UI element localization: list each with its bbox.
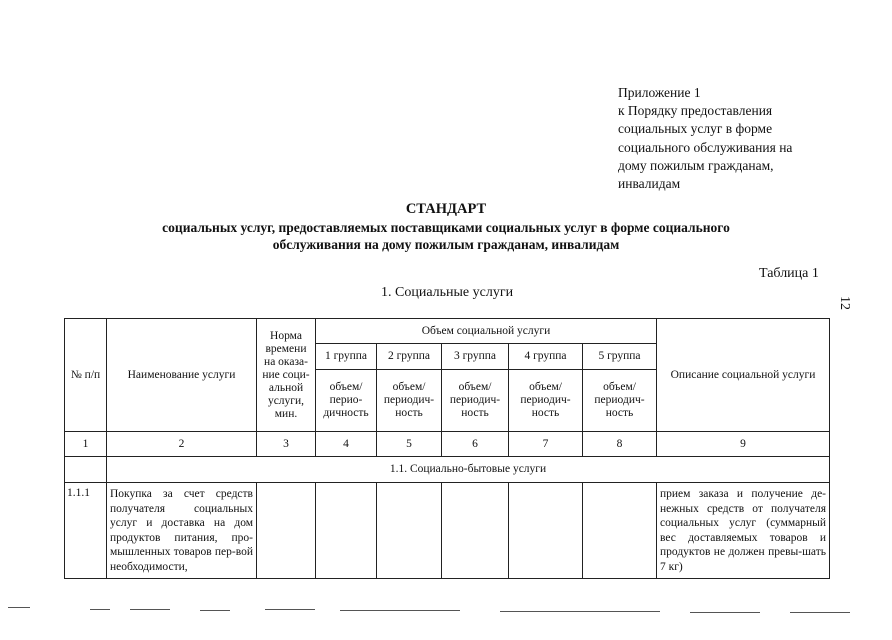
header-volume-periodicity: объем/ периодич-ность: [442, 370, 509, 432]
appendix-line: социальных услуг в форме: [618, 121, 773, 137]
header-volume-periodicity: объем/ периодич-ность: [583, 370, 657, 432]
row-volume-group-3: [442, 483, 509, 579]
header-group: 1 группа: [316, 344, 377, 370]
row-volume-group-5: [583, 483, 657, 579]
column-number: 8: [583, 432, 657, 457]
header-group: 5 группа: [583, 344, 657, 370]
row-time-norm: [257, 483, 316, 579]
header-group: 3 группа: [442, 344, 509, 370]
header-row-1: [65, 319, 830, 344]
page-number: 12: [837, 296, 852, 310]
header-volume-periodicity: объем/ периодич-ность: [509, 370, 583, 432]
column-number: 9: [657, 432, 830, 457]
appendix-line: инвалидам: [618, 176, 681, 192]
column-number: 6: [442, 432, 509, 457]
row-volume-group-1: [316, 483, 377, 579]
header-time-norm: Норма времени на оказа-ние соци-альной услуги, мин.: [257, 319, 316, 432]
appendix-line: Приложение 1: [618, 85, 701, 100]
column-number: 1: [65, 432, 107, 457]
appendix-line: социального обслуживания на: [618, 139, 793, 155]
subsection-empty-cell: [65, 457, 107, 483]
appendix-line: к Порядку предоставления: [618, 103, 773, 119]
document-subtitle-line-1: социальных услуг, предоставляемых поставщиками социальных услуг в форме социального: [162, 220, 730, 235]
column-number: 4: [316, 432, 377, 457]
subsection-title: 1.1. Социально-бытовые услуги: [107, 457, 830, 483]
appendix-line: дому пожилым гражданам,: [618, 157, 774, 173]
row-service-name: Покупка за счет средств получателя социальных услуг и доставка на дом продуктов питания, про-мышленных товаров пер-вой необходимости,: [107, 483, 257, 579]
subsection-row: [65, 457, 830, 483]
section-heading: 1. Социальные услуги: [381, 285, 514, 300]
header-volume-periodicity: объем/ периодич-ность: [377, 370, 442, 432]
row-description: прием заказа и получение де-нежных средств от получателя социальных услуг (суммарный вес доставляемых товаров и продуктов не должен превы-шать 7 кг): [657, 483, 830, 579]
column-number-row: [65, 432, 830, 457]
services-standard-table: [64, 318, 830, 579]
appendix-block: [618, 84, 848, 193]
table-label: Таблица 1: [759, 266, 819, 281]
column-number: 2: [107, 432, 257, 457]
header-service-name: Наименование услуги: [107, 319, 257, 432]
table-row: [65, 483, 830, 579]
header-volume-periodicity: объем/ перио-дичность: [316, 370, 377, 432]
row-volume-group-4: [509, 483, 583, 579]
row-volume-group-2: [377, 483, 442, 579]
header-num: № п/п: [65, 319, 107, 432]
column-number: 3: [257, 432, 316, 457]
row-number: 1.1.1: [65, 483, 107, 579]
column-number: 7: [509, 432, 583, 457]
document-subtitle-line-2: обслуживания на дому пожилым гражданам, инвалидам: [272, 237, 620, 252]
column-number: 5: [377, 432, 442, 457]
header-group: 4 группа: [509, 344, 583, 370]
header-group: 2 группа: [377, 344, 442, 370]
document-title: СТАНДАРТ: [405, 201, 487, 217]
scan-artifact-lines: [0, 605, 892, 635]
header-description: Описание социальной услуги: [657, 319, 830, 432]
header-volume: Объем социальной услуги: [316, 319, 657, 344]
